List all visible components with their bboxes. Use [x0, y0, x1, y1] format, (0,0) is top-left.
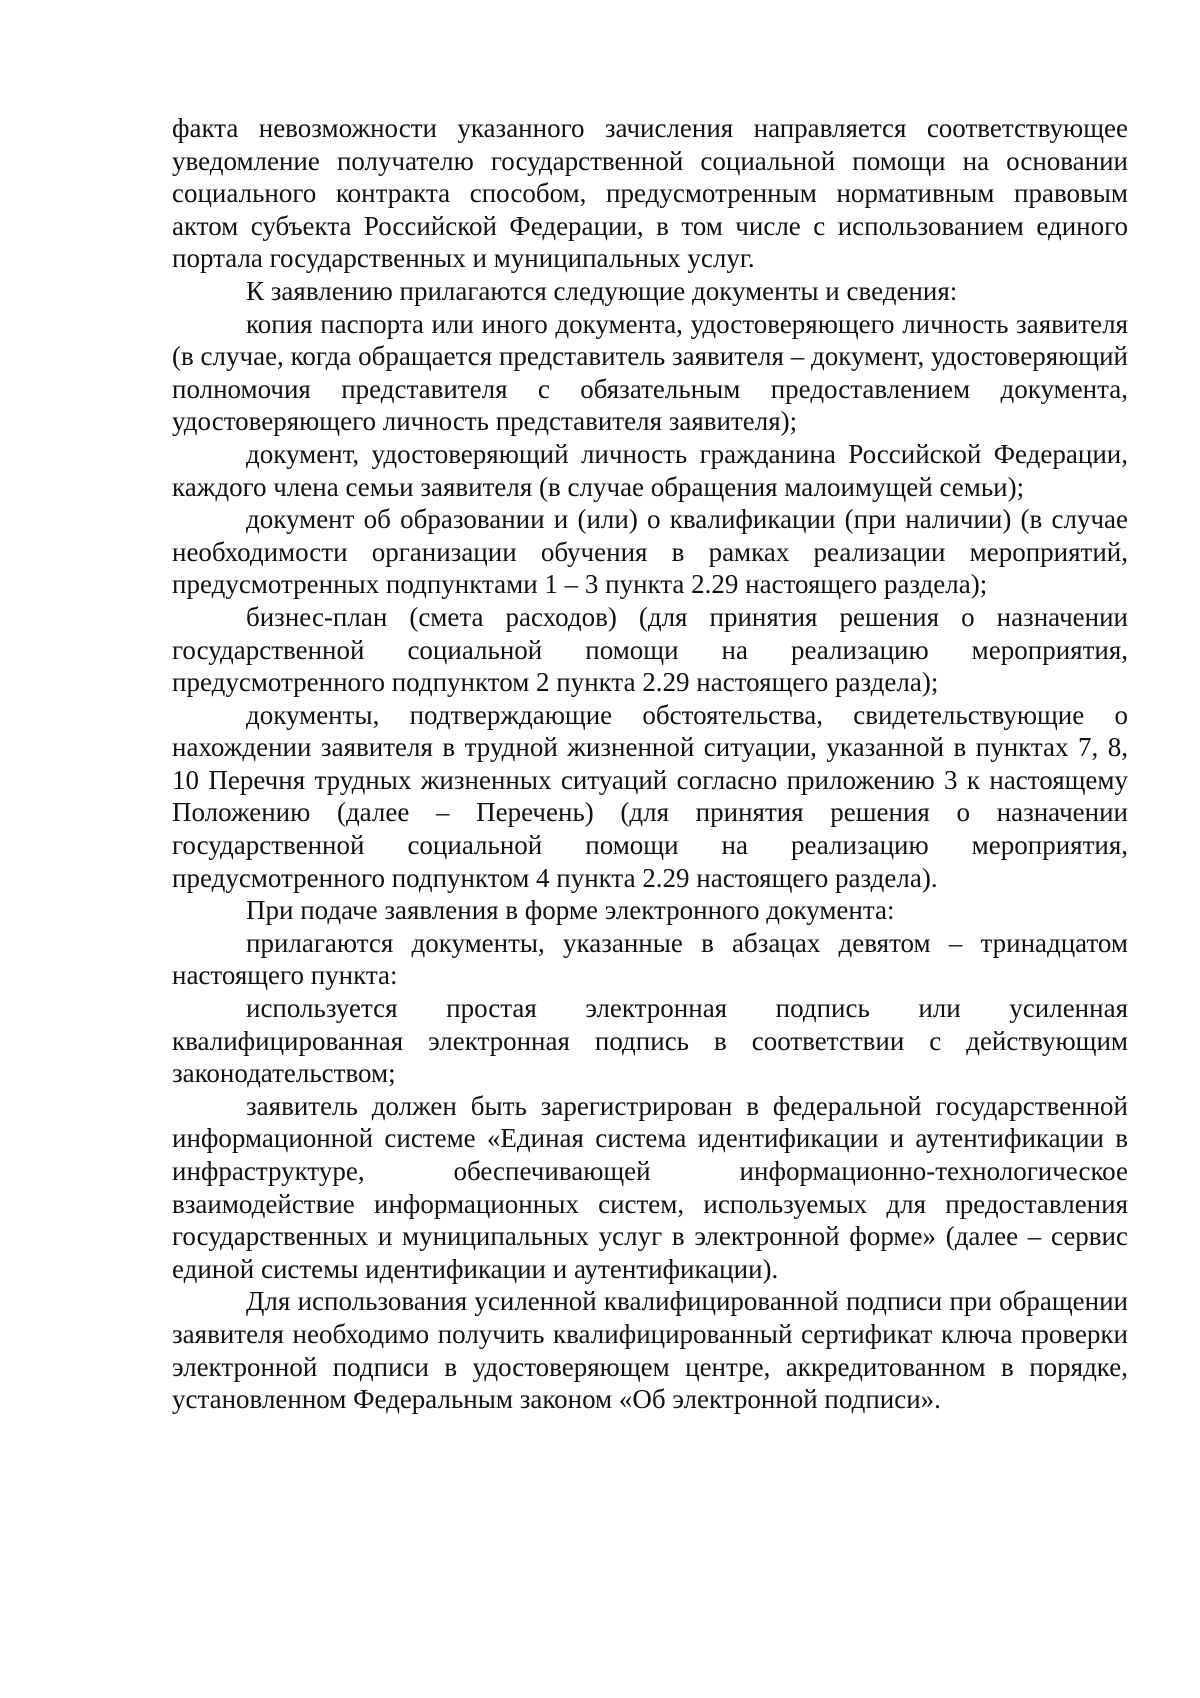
paragraph-notification-continuation: факта невозможности указанного зачисления направляется соответствующее уведомление получателю государственной социальной помощи на основании социального контракта способом, предусмотренным нормативным правовым актом субъекта Российской Федерации, в том числе с использованием единого портала государственных и муниципальных услуг.	[172, 113, 1128, 274]
paragraph-attached-documents: прилагаются документы, указанные в абзацах девятом – тринадцатом настоящего пункта:	[172, 927, 1128, 991]
paragraph-electronic-signature: используется простая электронная подпись или усиленная квалифицированная электронная подпись в соответствии с действующим законодательством;	[172, 993, 1128, 1089]
paragraph-education-document: документ об образовании и (или) о квалификации (при наличии) (в случае необходимости организации обучения в рамках реализации мероприятий, предусмотренных подпунктами 1 – 3 пункта 2.29 настоящего раздела);	[172, 504, 1128, 600]
paragraph-qualified-certificate: Для использования усиленной квалифицированной подписи при обращении заявителя необходимо получить квалифицированный сертификат ключа проверки электронной подписи в удостоверяющем центре, аккредитованном в порядке, установленном Федеральным законом «Об электронной подписи».	[172, 1286, 1128, 1415]
paragraph-business-plan: бизнес-план (смета расходов) (для принятия решения о назначении государственной социальной помощи на реализацию мероприятия, предусмотренного подпунктом 2 пункта 2.29 настоящего раздела);	[172, 601, 1128, 698]
paragraph-attachments-intro: К заявлению прилагаются следующие документы и сведения:	[246, 275, 958, 306]
paragraph-hardship-documents: документы, подтверждающие обстоятельства, свидетельствующие о нахождении заявителя в трудной жизненной ситуации, указанной в пунктах 7, 8, 10 Перечня трудных жизненных ситуаций согласно приложению 3 к настоящему Положению (далее – Перечень) (для принятия решения о назначении государственной социальной помощи на реализацию мероприятия, предусмотренного подпунктом 4 пункта 2.29 настоящего раздела).	[172, 699, 1128, 893]
paragraph-passport-copy: копия паспорта или иного документа, удостоверяющего личность заявителя (в случае, когда обращается представитель заявителя – документ, удостоверяющий полномочия представителя с обязательным предоставлением документа, удостоверяющего личность представителя заявителя);	[172, 308, 1128, 437]
paragraph-electronic-submission: При подаче заявления в форме электронного документа:	[246, 895, 895, 926]
document-page	[172, 112, 1128, 1416]
paragraph-identity-document: документ, удостоверяющий личность гражданина Российской Федерации, каждого члена семьи заявителя (в случае обращения малоимущей семьи);	[172, 438, 1128, 502]
paragraph-esia-registration: заявитель должен быть зарегистрирован в федеральной государственной информационной системе «Единая система идентификации и аутентификации в инфраструктуре, обеспечивающей информационно-технологическое взаимодействие информационных систем, используемых для предоставления государственных и муниципальных услуг в электронной форме» (далее – сервис единой системы идентификации и аутентификации).	[172, 1090, 1128, 1284]
